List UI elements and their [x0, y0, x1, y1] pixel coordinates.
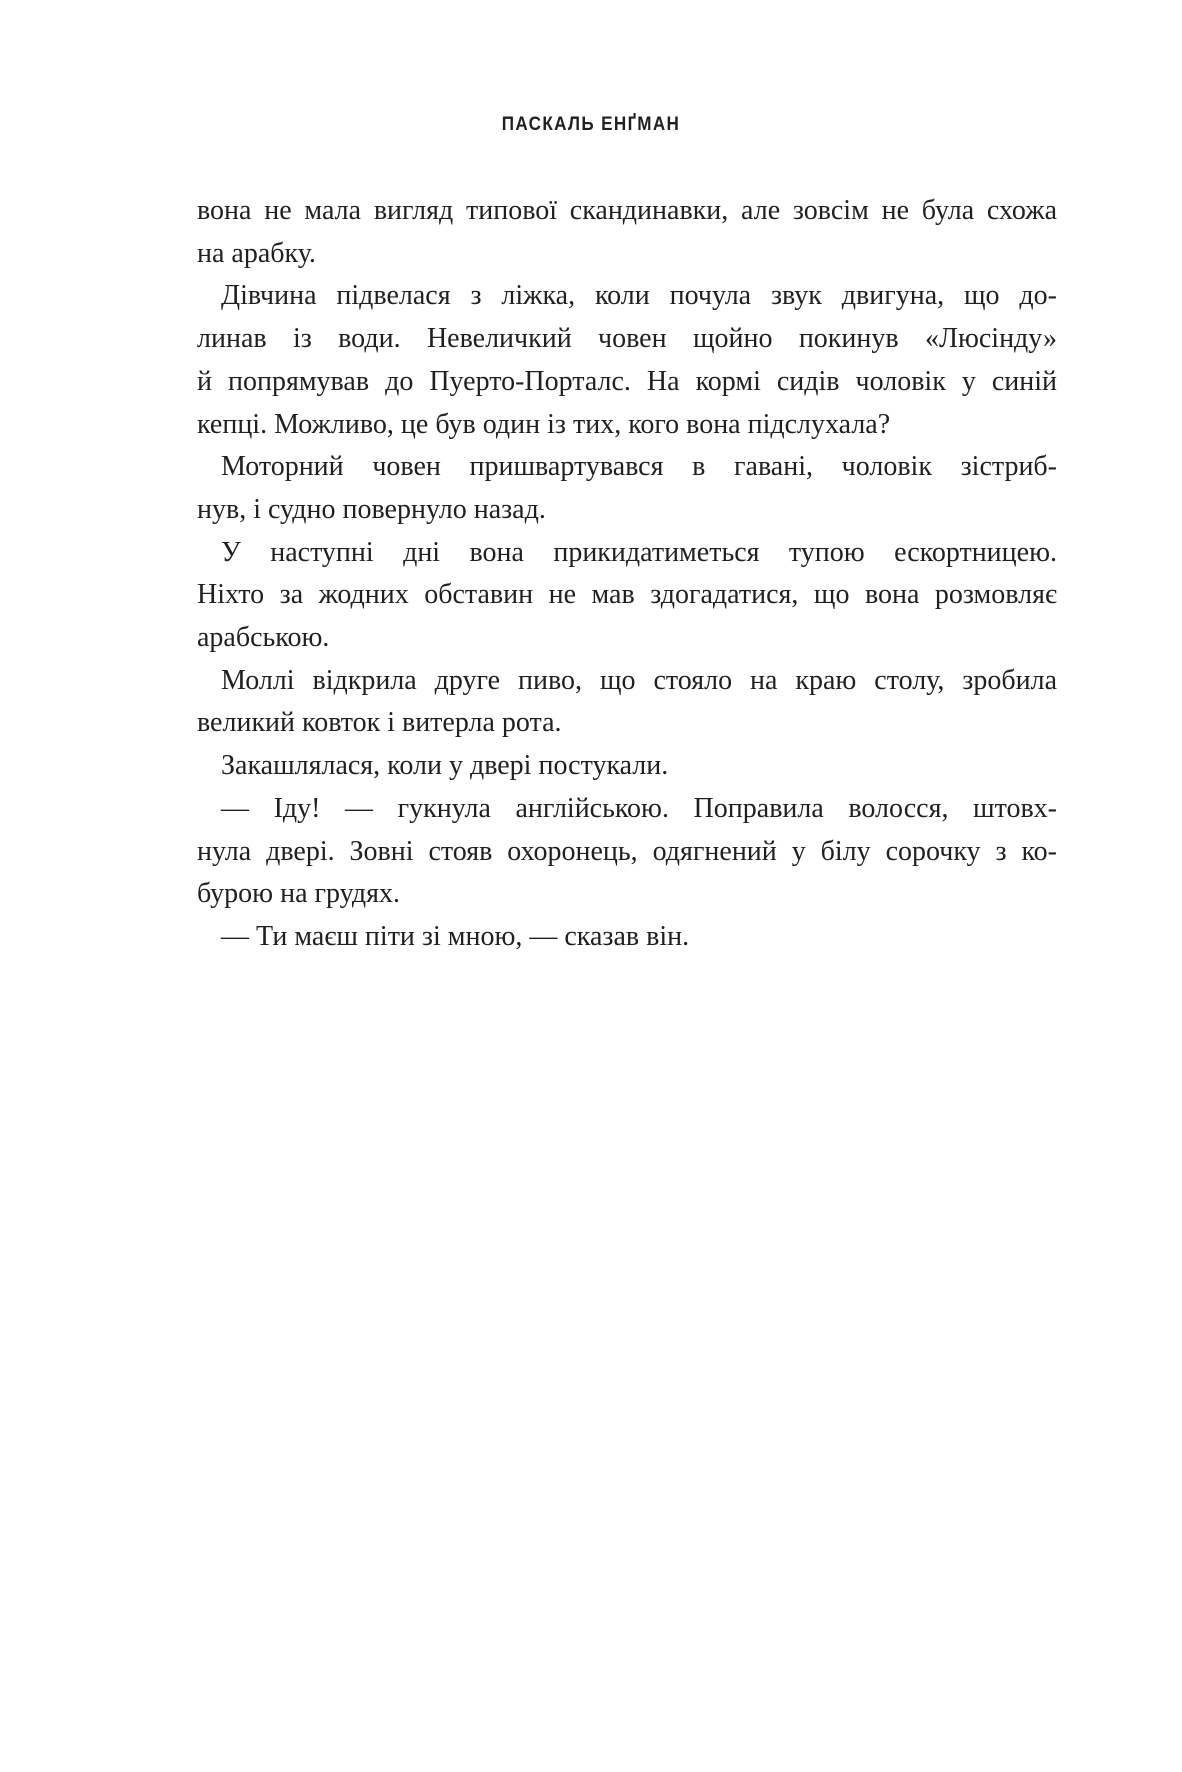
- paragraph: [197, 446, 1057, 531]
- paragraph: [197, 532, 1057, 660]
- running-head-author: ПАСКАЛЬ ЕНҐМАН: [501, 114, 681, 135]
- text-line: Закашлялася, коли у двері постукали.: [221, 750, 669, 782]
- text-line: Моторний човен пришвартувався в гавані, чоловік зістриб-: [221, 451, 1057, 483]
- text-line: великий ковток і витерла рота.: [197, 707, 562, 739]
- paragraph: [197, 275, 1057, 446]
- text-line: й попрямував до Пуерто-Порталс. На кормі сидів чоловік у синій: [197, 365, 1057, 397]
- paragraph: [197, 916, 1057, 959]
- text-line: нув, і судно повернуло назад.: [197, 493, 546, 525]
- text-line: арабською.: [197, 622, 330, 654]
- text-line: — Іду! — гукнула англійською. Поправила волосся, штовх-: [221, 792, 1057, 824]
- text-line: вона не мала вигляд типової скандинавки, але зовсім не була схожа: [197, 195, 1057, 226]
- paragraph: [197, 190, 1057, 275]
- text-line: — Ти маєш піти зі мною, — сказав він.: [221, 920, 690, 952]
- paragraph: [197, 788, 1057, 916]
- text-line: линав із води. Невеличкий човен щойно покинув «Люсінду»: [197, 323, 1057, 355]
- text-line: нула двері. Зовні стояв охоронець, одягнений у білу сорочку з ко-: [197, 835, 1057, 867]
- paragraph: [197, 745, 1057, 788]
- paragraph: [197, 660, 1057, 745]
- body-text: [197, 190, 1057, 959]
- text-line: на арабку.: [197, 237, 316, 269]
- text-line: Дівчина підвелася з ліжка, коли почула звук двигуна, що до-: [221, 280, 1057, 312]
- text-line: бурою на грудях.: [197, 878, 400, 910]
- text-line: Моллі відкрила друге пиво, що стояло на краю столу, зробила: [221, 664, 1057, 696]
- text-line: Ніхто за жодних обставин не мав здогадатися, що вона розмовляє: [197, 579, 1057, 611]
- text-line: У наступні дні вона прикидатиметься тупою ескортницею.: [221, 536, 1057, 568]
- text-line: кепці. Можливо, це був один із тих, кого вона підслухала?: [197, 408, 891, 440]
